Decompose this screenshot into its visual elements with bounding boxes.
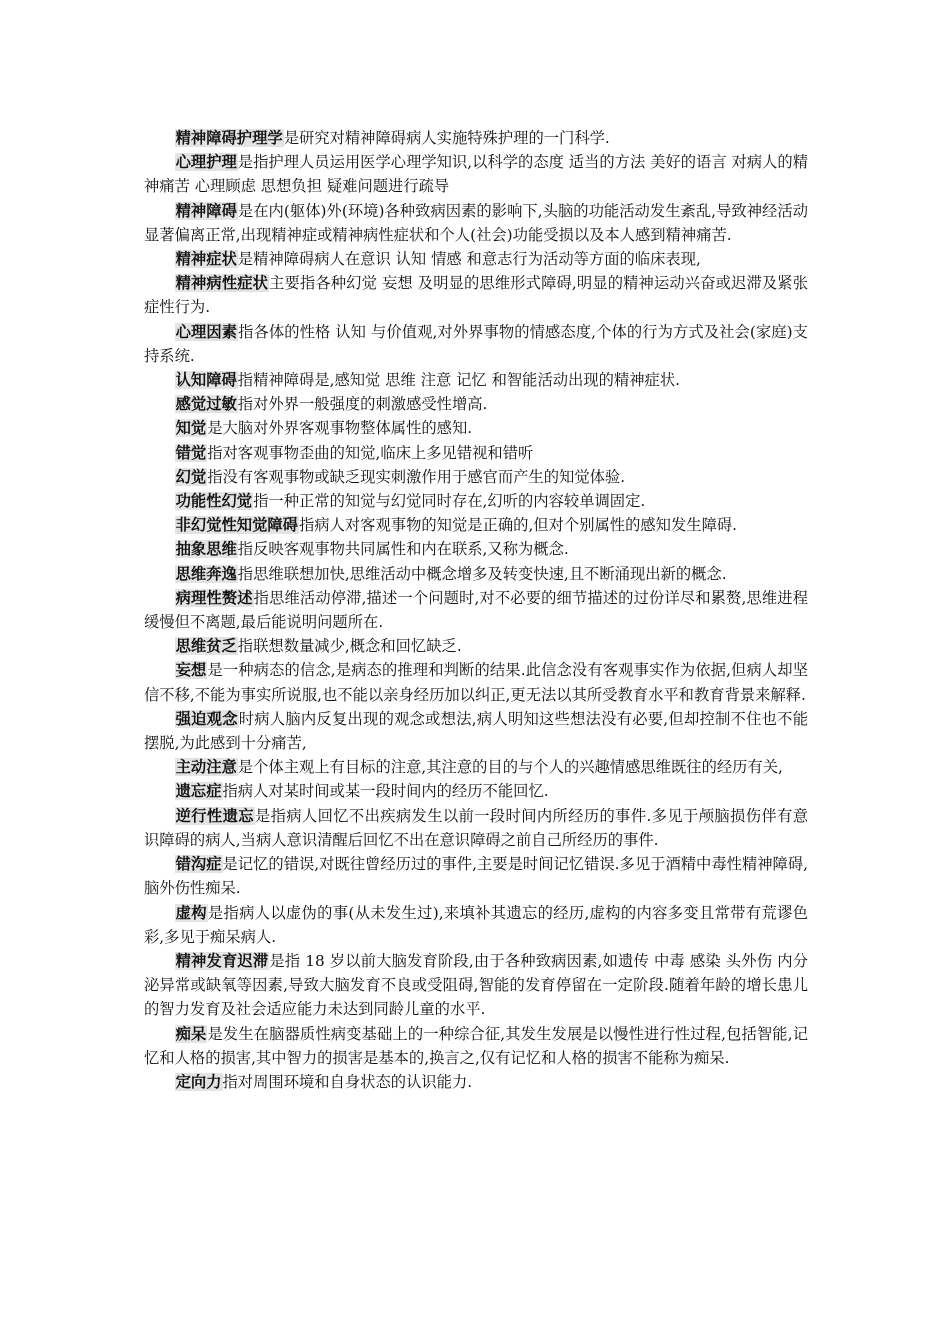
glossary-definition: 指对周围环境和自身状态的认识能力. [222,1072,473,1091]
glossary-definition: 是个体主观上有目标的注意,其注意的目的与个人的兴趣情感思维既往的经历有关, [237,758,783,777]
glossary-definition: 指没有客观事物或缺乏现实刺激作用于感官而产生的知觉体验. [207,467,626,486]
glossary-entry [144,320,808,368]
glossary-term: 主动注意 [175,758,237,777]
glossary-definition: 时病人脑内反复出现的观念或想法,病人明知这些想法没有必要,但却控制不住也不能摆脱,为此感到十分痛苦, [144,709,808,753]
glossary-entry [144,513,808,537]
glossary-term: 心理护理 [175,153,237,172]
glossary-definition: 主要指各种幻觉 妄想 及明显的思维形式障碍,明显的精神运动兴奋或迟滞及紧张症性行为. [144,274,808,317]
glossary-term: 感觉过敏 [175,395,237,414]
glossary-term: 逆行性遗忘 [175,806,254,825]
glossary-entry [144,852,808,900]
glossary-term: 精神病性症状 [175,274,269,293]
glossary-term: 遗忘症 [175,782,222,801]
glossary-entry [144,949,808,1022]
glossary-definition: 指思维联想加快,思维活动中概念增多及转变快速,且不断涌现出新的概念. [237,564,727,583]
glossary-definition: 是大脑对外界客观事物整体属性的感知. [207,419,473,438]
glossary-definition: 是指病人回忆不出疾病发生以前一段时间内所经历的事件.多见于颅脑损伤伴有意识障碍的病人,当病人意识清醒后回忆不出在意识障碍之前自己所经历的事件. [144,806,808,849]
glossary-term: 定向力 [175,1072,222,1091]
glossary-entry [144,489,808,513]
glossary-definition: 指病人对客观事物的知觉是正确的,但对个别属性的感知发生障碍. [298,516,738,535]
glossary-definition: 指反映客观事物共同属性和内在联系,又称为概念. [237,540,569,559]
glossary-entry [144,1070,808,1094]
glossary-term: 精神症状 [175,250,237,269]
glossary-entry [144,271,808,319]
glossary-entry [144,658,808,706]
glossary-term: 思维贫乏 [175,637,237,656]
glossary-term: 精神发育迟滞 [175,951,269,970]
glossary-term: 虚构 [175,903,207,922]
glossary-term: 病理性赘述 [175,588,253,607]
glossary-term: 强迫观念 [175,709,238,728]
glossary-definition: 是一种病态的信念,是病态的推理和判断的结果.此信念没有客观事实作为依据,但病人却坚信不移,不能为事实所说服,也不能以亲身经历加以纠正,更无法以其所受教育水平和教育背景来解释. [144,661,808,704]
glossary-entry [144,537,808,561]
glossary-definition: 指一种正常的知觉与幻觉同时存在,幻听的内容较单调固定. [253,492,646,511]
glossary-entry [144,634,808,658]
glossary-term: 思维奔逸 [175,564,237,583]
glossary-entry [144,126,808,150]
glossary-entry [144,755,808,779]
glossary-definition: 指联想数量减少,概念和回忆缺乏. [237,637,462,656]
glossary-term: 错觉 [175,443,207,462]
glossary-definition: 指对外界一般强度的刺激感受性增高. [237,395,488,414]
glossary-definition: 是指病人以虚伪的事(从未发生过),来填补其遗忘的经历,虚构的内容多变且常带有荒谬色彩,多见于痴呆病人. [144,903,808,946]
glossary-definition: 指思维活动停滞,描述一个问题时,对不必要的细节描述的过份详尽和累赘,思维进程缓慢但不离题,最后能说明问题所在. [144,588,808,632]
glossary-term: 妄想 [175,661,207,680]
glossary-entry [144,804,808,852]
glossary-definition: 指各体的性格 认知 与价值观,对外界事物的情感态度,个体的行为方式及社会(家庭)支持系统. [144,322,808,365]
glossary-definition: 是指护理人员运用医学心理学知识,以科学的态度 适当的方法 美好的语言 对病人的精神痛苦 心理顾虑 思想负担 疑难问题进行疏导 [144,153,808,196]
glossary-definition: 指病人对某时间或某一段时间内的经历不能回忆. [222,782,549,801]
glossary-entry [144,707,808,755]
glossary-entry [144,199,808,247]
glossary-term: 非幻觉性知觉障碍 [175,516,298,535]
glossary-term: 功能性幻觉 [175,492,253,511]
glossary-definition: 指精神障碍是,感知觉 思维 注意 记忆 和智能活动出现的精神症状. [237,371,680,390]
glossary-definition: 是发生在脑器质性病变基础上的一种综合征,其发生发展是以慢性进行性过程,包括智能,记忆和人格的损害,其中智力的损害是基本的,换言之,仅有记忆和人格的损害不能称为痴呆. [144,1024,808,1067]
glossary-entry [144,901,808,949]
glossary-term: 精神障碍 [175,201,237,220]
glossary-definition: 是指 18 岁以前大脑发育阶段,由于各种致病因素,如遗传 中毒 感染 头外伤 内分泌异常或缺氧等因素,导致大脑发育不良或受阻碍,智能的发育停留在一定阶段.随着年龄的增长患儿的智力发育及社会适应能力未达到同龄儿童的水平. [144,951,808,1019]
glossary-term: 心理因素 [175,322,238,341]
glossary-term: 抽象思维 [175,540,237,559]
glossary [144,126,808,1094]
glossary-entry [144,465,808,489]
glossary-term: 知觉 [175,419,207,438]
glossary-entry [144,779,808,803]
glossary-definition: 是记忆的错误,对既往曾经历过的事件,主要是时间记忆错误.多见于酒精中毒性精神障碍,脑外伤性痴呆. [144,855,808,898]
glossary-entry [144,150,808,198]
glossary-entry [144,416,808,440]
glossary-entry [144,586,808,634]
glossary-term: 痴呆 [175,1024,207,1043]
glossary-entry [144,247,808,271]
glossary-entry [144,562,808,586]
glossary-term: 认知障碍 [175,371,237,390]
glossary-definition: 是精神障碍病人在意识 认知 情感 和意志行为活动等方面的临床表现, [237,250,701,269]
glossary-entry [144,441,808,465]
glossary-term: 幻觉 [175,467,207,486]
glossary-definition: 是在内(躯体)外(环境)各种致病因素的影响下,头脑的功能活动发生紊乱,导致神经活动显著偏离正常,出现精神症或精神病性症状和个人(社会)功能受损以及本人感到精神痛苦. [144,201,808,244]
glossary-definition: 是研究对精神障碍病人实施特殊护理的一门科学. [283,129,610,147]
glossary-definition: 指对客观事物歪曲的知觉,临床上多见错视和错听 [207,443,534,462]
glossary-entry [144,368,808,392]
glossary-term: 精神障碍护理学 [175,129,283,147]
glossary-entry [144,1022,808,1070]
glossary-term: 错沟症 [175,855,222,874]
glossary-entry [144,392,808,416]
